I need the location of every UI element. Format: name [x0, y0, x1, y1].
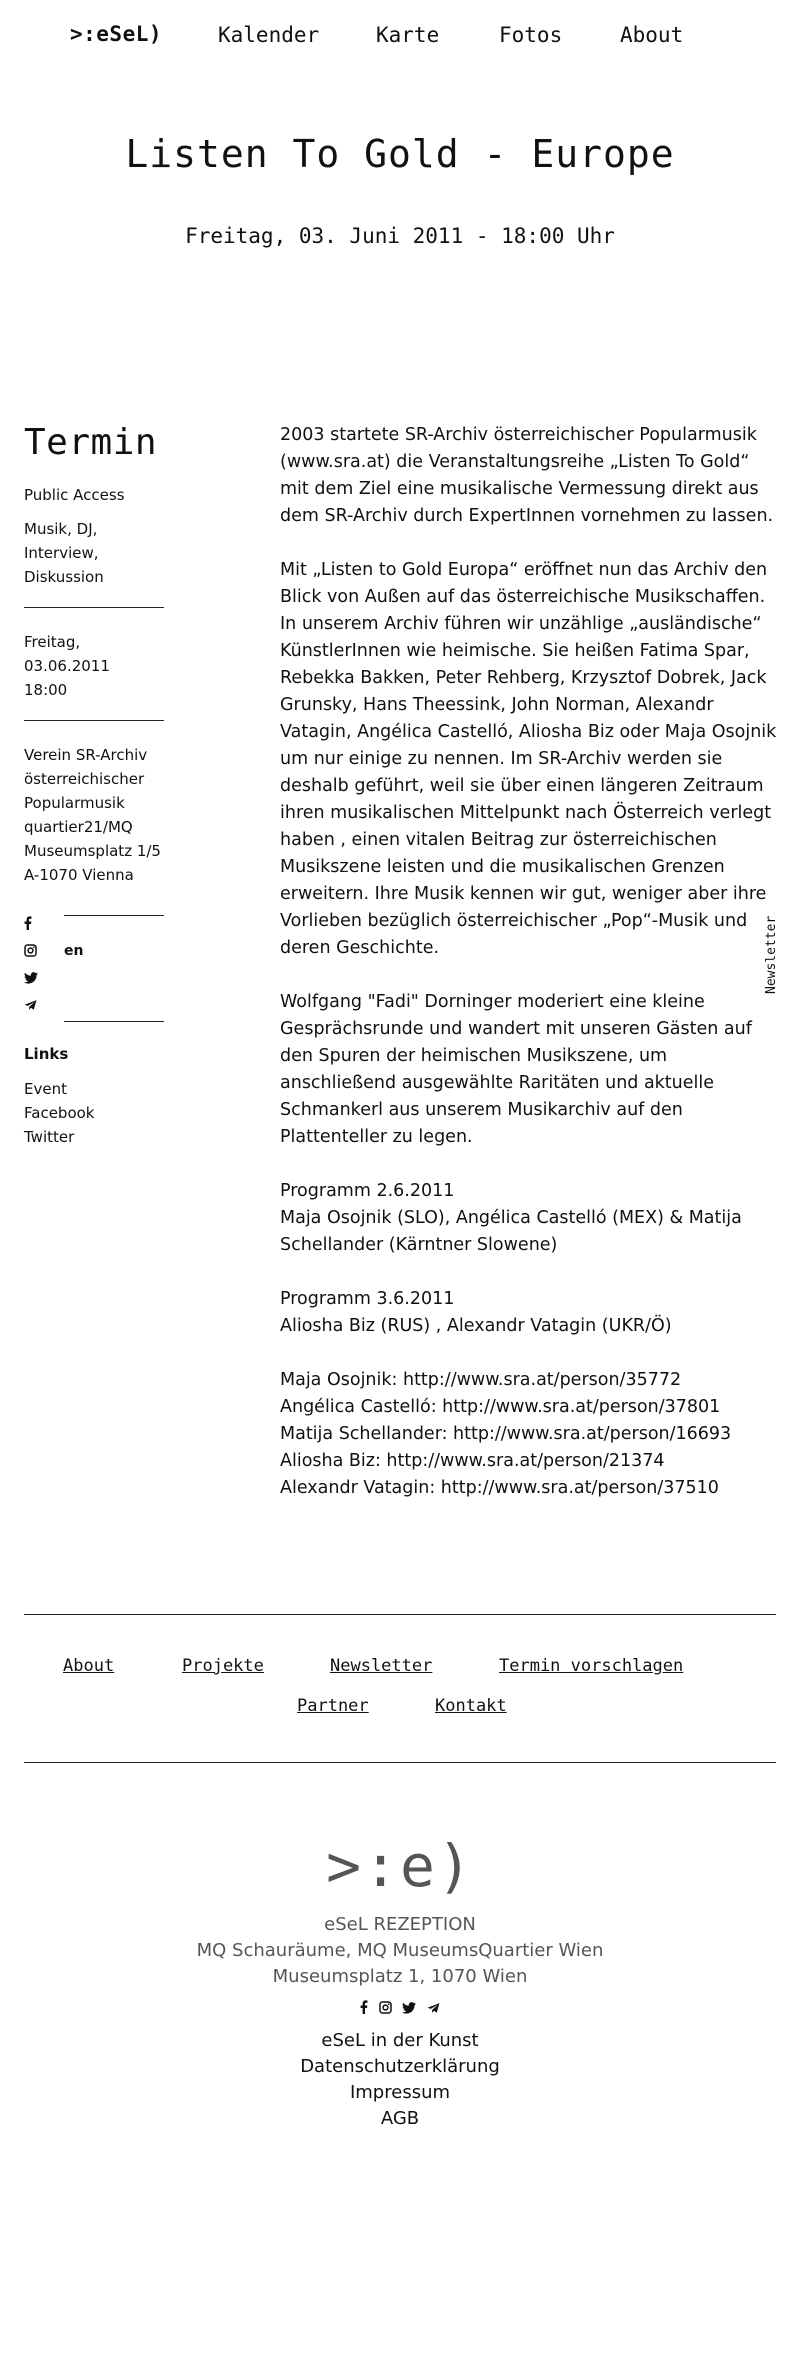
- facebook-icon[interactable]: [360, 2000, 368, 2018]
- nav-item-karte[interactable]: Karte: [376, 23, 440, 47]
- nav-item-about[interactable]: About: [620, 23, 684, 47]
- event-sidebar: [24, 422, 164, 1149]
- category-item[interactable]: Diskussion: [24, 568, 104, 586]
- person-link[interactable]: Alexandr Vatagin: http://www.sra.at/person/37510: [280, 1478, 719, 1498]
- event-datetime: [24, 630, 164, 702]
- top-navigation: [0, 22, 800, 52]
- link-facebook[interactable]: Facebook: [24, 1104, 95, 1122]
- program-title: Programm 2.6.2011: [280, 1181, 455, 1201]
- footer-logo[interactable]: >:e): [326, 1832, 474, 1900]
- divider: [24, 1614, 776, 1615]
- telegram-icon[interactable]: [24, 994, 44, 1021]
- link-event[interactable]: Event: [24, 1080, 67, 1098]
- venue-line: A-1070 Vienna: [24, 866, 134, 884]
- site-logo[interactable]: >:eSeL): [70, 22, 163, 46]
- footer-link-newsletter[interactable]: Newsletter: [330, 1656, 433, 1676]
- person-link[interactable]: Matija Schellander: http://www.sra.at/person/16693: [280, 1424, 732, 1444]
- twitter-icon[interactable]: [24, 967, 44, 994]
- venue-line: quartier21/MQ: [24, 818, 133, 836]
- divider: [24, 720, 164, 721]
- venue-address: [24, 743, 164, 887]
- venue-line: Popularmusik: [24, 794, 125, 812]
- event-description: [280, 422, 780, 1529]
- program-title: Programm 3.6.2011: [280, 1289, 455, 1309]
- category-item[interactable]: Interview,: [24, 544, 99, 562]
- category-list: [24, 517, 164, 589]
- footer-social-icons: [0, 2000, 800, 2018]
- social-language-row: [24, 913, 164, 1023]
- footer-link-kontakt[interactable]: Kontakt: [435, 1696, 507, 1716]
- instagram-icon[interactable]: [379, 2001, 392, 2018]
- footer-link-about[interactable]: About: [63, 1656, 115, 1676]
- venue-line: Museumsplatz 1/5: [24, 842, 161, 860]
- divider: [64, 915, 164, 916]
- category-item[interactable]: Musik, DJ,: [24, 520, 98, 538]
- instagram-icon[interactable]: [24, 940, 44, 967]
- twitter-icon[interactable]: [402, 2002, 416, 2018]
- program-text: Maja Osojnik (SLO), Angélica Castelló (MEX) & Matija Schellander (Kärntner Slowene): [280, 1208, 742, 1255]
- program-block: [280, 1286, 780, 1340]
- paragraph: 2003 startete SR-Archiv österreichischer Popularmusik (www.sra.at) die Veranstaltungsreihe „Listen To Gold“ mit dem Ziel eine musikalische Vermessung direkt aus dem SR-Archiv durch ExpertInnen vornehmen zu lassen.: [280, 425, 774, 526]
- paragraph: Wolfgang "Fadi" Dorninger moderiert eine kleine Gesprächsrunde und wandert mit unseren Gästen auf den Spuren der heimischen Musikszene, um anschließend ausgewählte Raritäten und aktuelle Schmankerl aus unserem Musikarchiv auf den Plattenteller zu legen.: [280, 992, 752, 1147]
- venue-line: österreichischer: [24, 770, 145, 788]
- link-twitter[interactable]: Twitter: [24, 1128, 75, 1146]
- telegram-icon[interactable]: [427, 2002, 440, 2018]
- nav-item-kalender[interactable]: Kalender: [218, 23, 320, 47]
- newsletter-tab[interactable]: Newsletter: [764, 915, 779, 994]
- footer-address: MQ Schauräume, MQ MuseumsQuartier Wien: [196, 1940, 604, 1961]
- person-links: [280, 1367, 780, 1502]
- footer-address: Museumsplatz 1, 1070 Wien: [272, 1966, 528, 1987]
- divider: [64, 1021, 164, 1022]
- footer-link-termin-vorschlagen[interactable]: Termin vorschlagen: [499, 1656, 684, 1676]
- event-date-short: Freitag, 03.06.2011: [24, 633, 110, 675]
- person-link[interactable]: Maja Osojnik: http://www.sra.at/person/35772: [280, 1370, 682, 1390]
- paragraph: Mit „Listen to Gold Europa“ eröffnet nun das Archiv den Blick von Außen auf das österreichische Musikschaffen. In unserem Archiv führen wir unzählige „ausländische“ KünstlerInnen wie heimische. Sie heißen Fatima Spar, Rebekka Bakken, Peter Rehberg, Krzysztof Dobrek, Jack Grunsky, Hans Theessink, John Norman, Alexandr Vatagin, Angélica Castelló, Aliosha Biz oder Maja Osojnik um nur einige zu nennen. Im SR-Archiv werden sie deshalb geführt, weil sie über einen längeren Zeitraum ihren musikalischen Mittelpunkt nach Österreich verlegt haben , einen vitalen Beitrag zur österreichischen Musikszene leisten und die musikalischen Grenzen erweitern. Ihre Musik kennen wir gut, weniger aber ihre Vorlieben bezüglich österreichischer „Pop“-Musik und deren Geschichte.: [280, 560, 777, 958]
- share-icons: [24, 913, 44, 1021]
- event-title: Listen To Gold - Europe: [125, 132, 675, 176]
- footer-link-datenschutz[interactable]: Datenschutzerklärung: [300, 2056, 500, 2077]
- footer-link-partner[interactable]: Partner: [297, 1696, 369, 1716]
- divider: [24, 1762, 776, 1763]
- person-link[interactable]: Angélica Castelló: http://www.sra.at/person/37801: [280, 1397, 721, 1417]
- sidebar-heading: Termin: [24, 422, 158, 463]
- facebook-icon[interactable]: [24, 913, 44, 940]
- language-switch[interactable]: en: [64, 943, 84, 959]
- program-block: [280, 1178, 780, 1259]
- footer-org-name: eSeL REZEPTION: [324, 1914, 476, 1935]
- venue-line[interactable]: Verein SR-Archiv: [24, 746, 148, 764]
- links-heading: Links: [24, 1045, 69, 1063]
- program-text: Aliosha Biz (RUS) , Alexandr Vatagin (UKR/Ö): [280, 1316, 672, 1336]
- divider: [24, 607, 164, 608]
- footer-link-esel-in-der-kunst[interactable]: eSeL in der Kunst: [321, 2030, 479, 2051]
- event-date: Freitag, 03. Juni 2011 - 18:00 Uhr: [185, 224, 615, 248]
- nav-item-fotos[interactable]: Fotos: [499, 23, 563, 47]
- footer-link-projekte[interactable]: Projekte: [182, 1656, 264, 1676]
- person-link[interactable]: Aliosha Biz: http://www.sra.at/person/21374: [280, 1451, 665, 1471]
- event-time: 18:00: [24, 681, 68, 699]
- footer-link-impressum[interactable]: Impressum: [349, 2082, 451, 2103]
- access-label: Public Access: [24, 486, 125, 504]
- links-list: [24, 1077, 164, 1149]
- footer-link-agb[interactable]: AGB: [380, 2108, 420, 2129]
